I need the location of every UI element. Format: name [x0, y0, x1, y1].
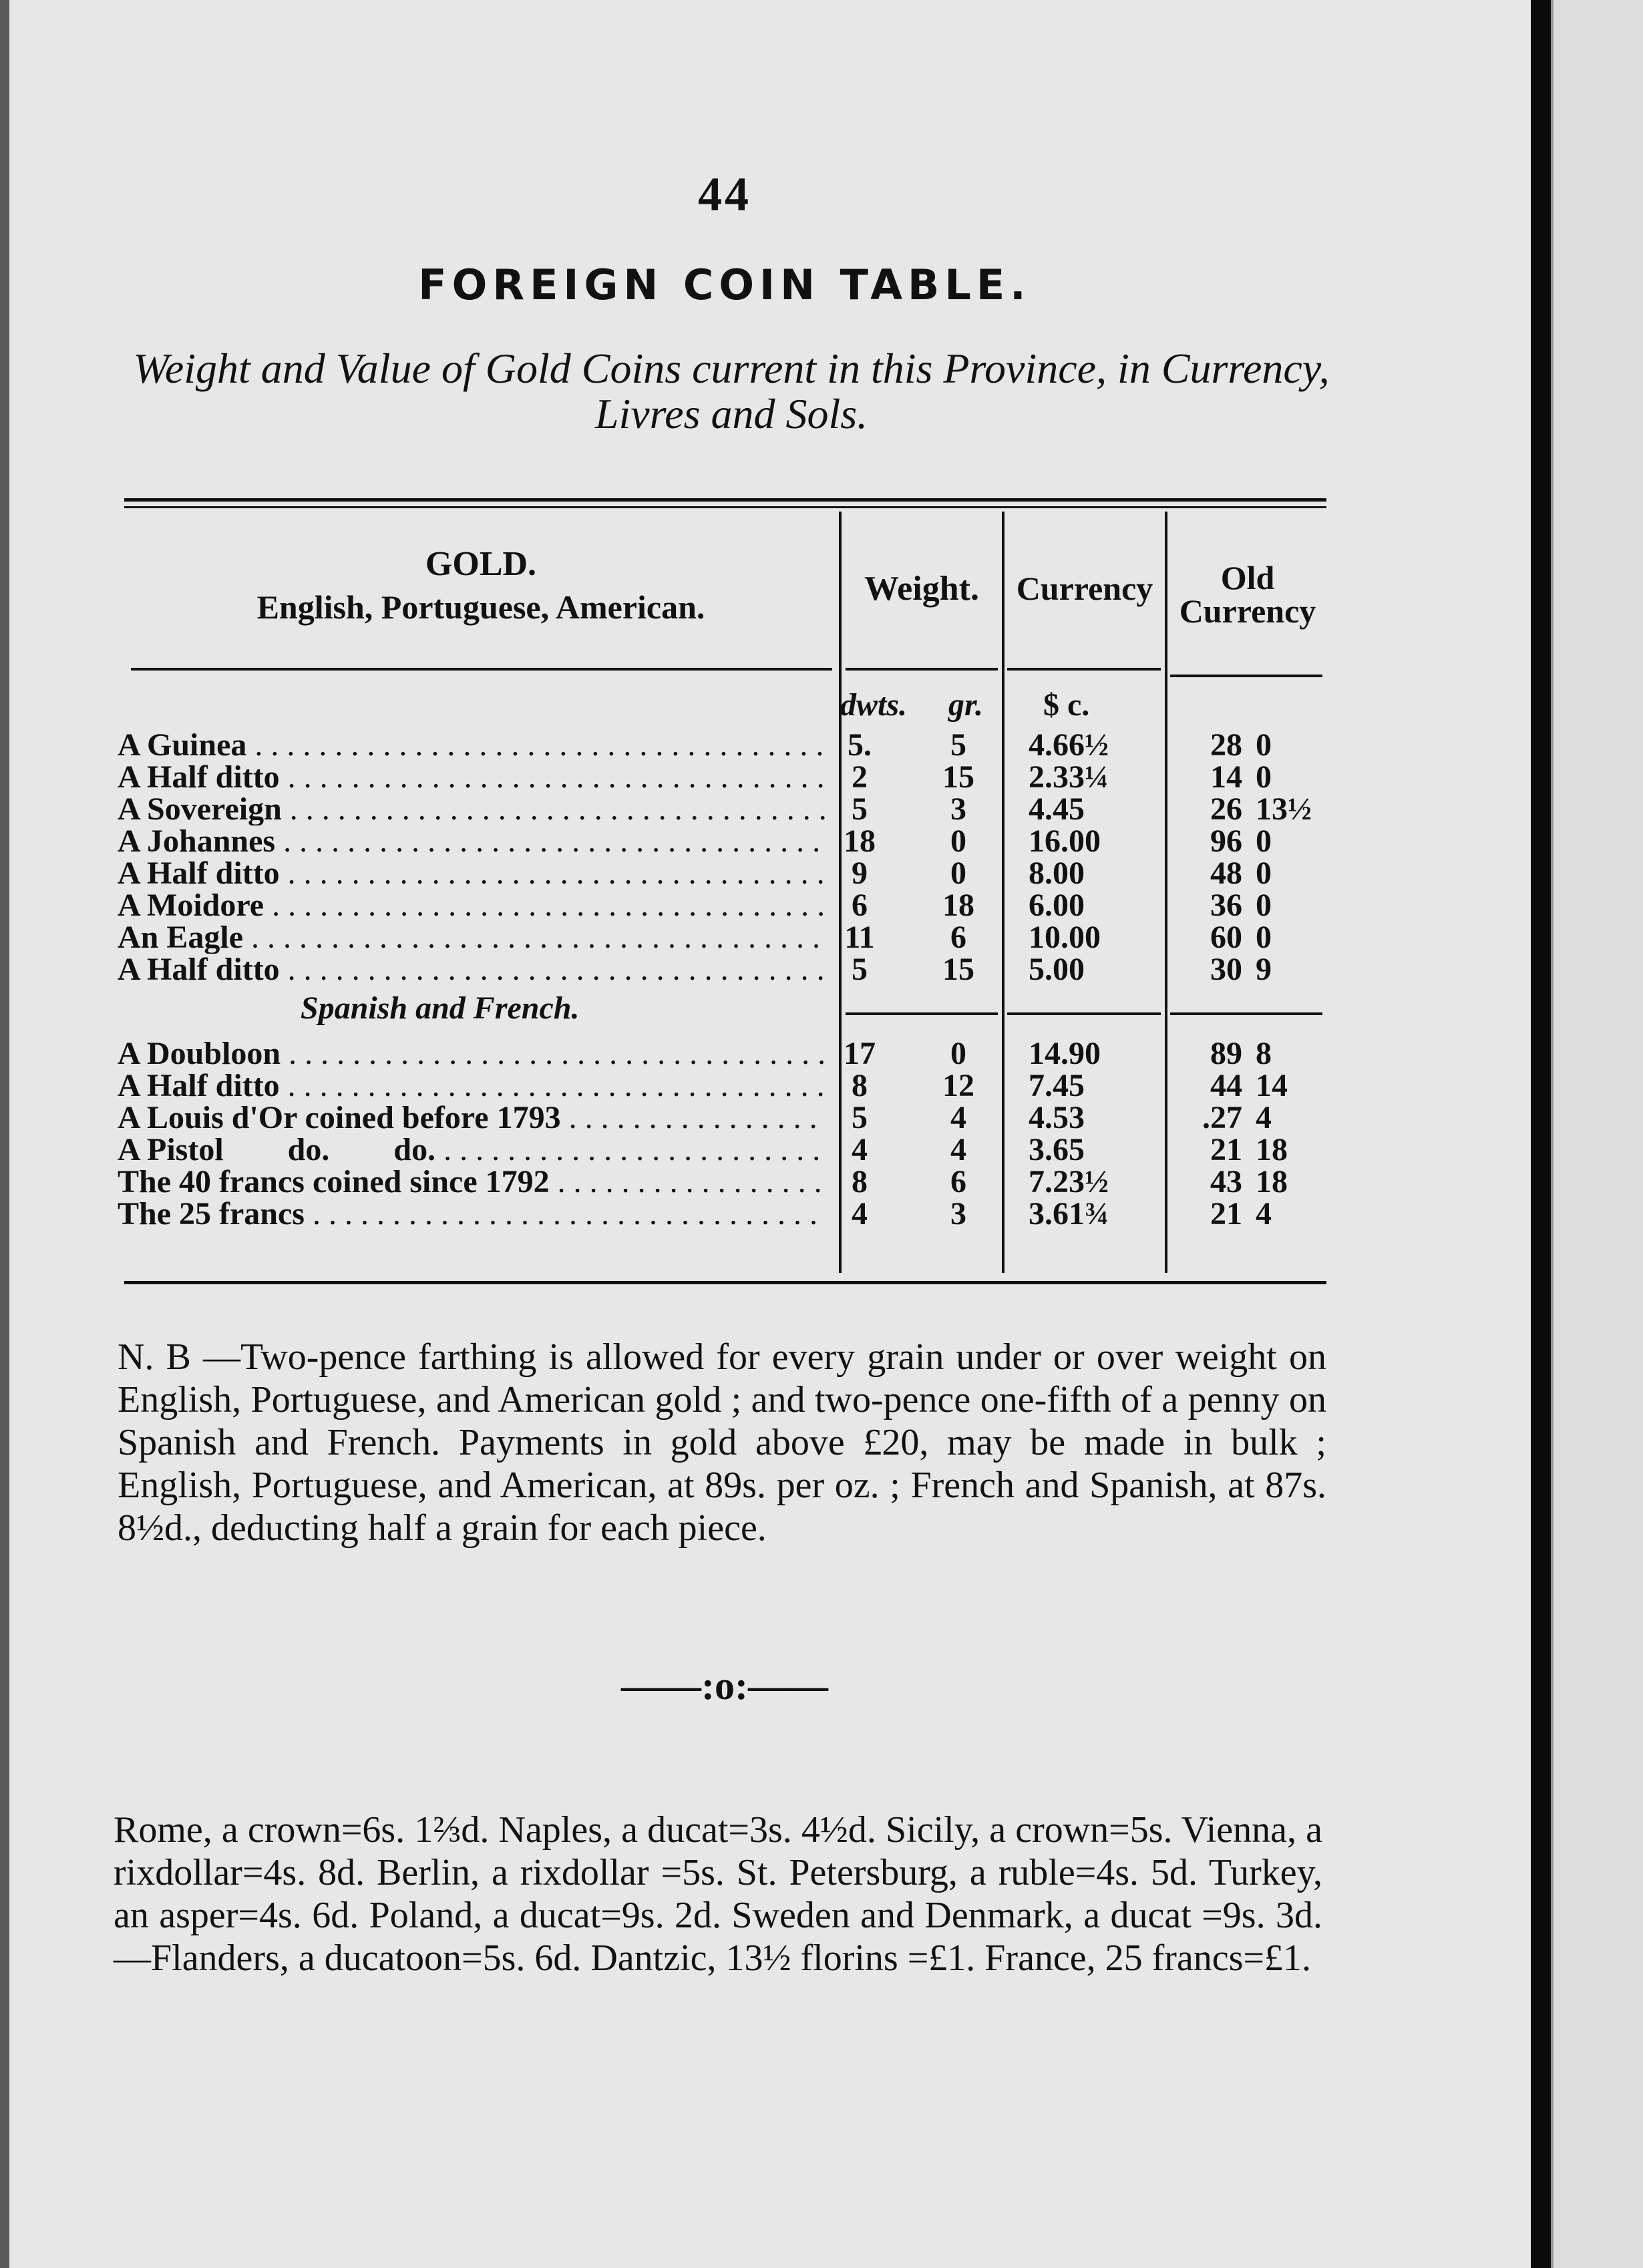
table-row	[0, 1070, 1643, 1102]
page-number: 44	[698, 168, 751, 221]
section-divider: ——:o:——	[621, 1664, 828, 1708]
header-gold: GOLD.	[425, 545, 537, 583]
old-currency-livres: 48	[1210, 856, 1242, 891]
weight-dwts: 5	[852, 791, 868, 827]
unit-grains: gr.	[948, 687, 984, 723]
weight-dwts: 5	[852, 952, 868, 987]
weight-grains: 6	[950, 1164, 966, 1199]
weight-grains: 15	[942, 759, 974, 795]
header-rule-gold	[131, 668, 832, 671]
old-currency-sols: 18	[1256, 1164, 1288, 1199]
weight-dwts: 5	[852, 1100, 868, 1135]
currency-value: 3.61¾	[1029, 1196, 1109, 1232]
old-currency-sols: 0	[1256, 823, 1272, 859]
section-rule-old-currency	[1170, 1012, 1322, 1015]
table-row	[0, 922, 1643, 954]
weight-dwts: 5.	[848, 727, 872, 763]
weight-grains: 3	[950, 1196, 966, 1232]
old-currency-sols: 9	[1256, 952, 1272, 987]
coin-name: A Pistol do. do. . . .	[118, 1134, 826, 1166]
unit-dwts: dwts.	[840, 687, 908, 723]
section-spanish-french: Spanish and French.	[301, 990, 580, 1026]
currency-value: 4.45	[1029, 791, 1085, 827]
old-currency-sols: 8	[1256, 1036, 1272, 1071]
old-currency-livres: 89	[1210, 1036, 1242, 1071]
header-old-currency-line2: Currency	[1179, 592, 1316, 630]
old-currency-livres: 36	[1210, 888, 1242, 923]
currency-value: 4.53	[1029, 1100, 1085, 1135]
table-row	[0, 825, 1643, 858]
table-row	[0, 1198, 1643, 1230]
header-rule-currency	[1007, 668, 1161, 671]
old-currency-livres: 28	[1210, 727, 1242, 763]
currency-value: 7.23½	[1029, 1164, 1109, 1199]
weight-grains: 0	[950, 856, 966, 891]
old-currency-sols: 4	[1256, 1100, 1272, 1135]
table-bottom-rule	[124, 1281, 1326, 1284]
currency-value: 2.33¼	[1029, 759, 1109, 795]
header-rule-old-currency	[1170, 675, 1322, 677]
coin-name: A Half ditto . . .	[118, 858, 826, 890]
currency-value: 14.90	[1029, 1036, 1101, 1071]
coin-name: A Half ditto . . .	[118, 1070, 826, 1102]
weight-dwts: 6	[852, 888, 868, 923]
table-row	[0, 1038, 1643, 1070]
coin-name: A Half ditto . . .	[118, 761, 826, 793]
currency-value: 4.66½	[1029, 727, 1109, 763]
currency-value: 3.65	[1029, 1132, 1085, 1167]
table-row	[0, 1134, 1643, 1166]
coin-name: A Louis d'Or coined before 1793 . . .	[118, 1102, 826, 1134]
coin-name: A Moidore . . .	[118, 890, 826, 922]
header-rule-weight	[846, 668, 998, 671]
weight-dwts: 4	[852, 1132, 868, 1167]
coin-name: An Eagle . . .	[118, 922, 826, 954]
currency-value: 10.00	[1029, 920, 1101, 955]
old-currency-livres: 14	[1210, 759, 1242, 795]
page-title: FOREIGN COIN TABLE.	[418, 260, 1031, 309]
currency-value: 5.00	[1029, 952, 1085, 987]
weight-grains: 6	[950, 920, 966, 955]
weight-dwts: 11	[844, 920, 875, 955]
weight-dwts: 17	[844, 1036, 876, 1071]
old-currency-sols: 18	[1256, 1132, 1288, 1167]
coin-name: A Guinea . . .	[118, 729, 826, 761]
section-rule-currency	[1007, 1012, 1161, 1015]
coin-name: A Doubloon . . .	[118, 1038, 826, 1070]
weight-grains: 4	[950, 1132, 966, 1167]
weight-dwts: 18	[844, 823, 876, 859]
coin-name: The 25 francs . . .	[118, 1198, 826, 1230]
unit-dollars-cents: $ c.	[1043, 687, 1090, 723]
weight-dwts: 9	[852, 856, 868, 891]
exchange-rates-paragraph: Rome, a crown=6s. 1⅔d. Naples, a ducat=3s. 4½d. Sicily, a crown=5s. Vienna, a rixdollar=4s. 8d. Berlin, a rixdollar =5s. St. Petersburg, a ruble=4s. 5d. Turkey, an asper=4s. 6d. Poland, a ducat=9s. 2d. Sweden and Denmark, a ducat =9s. 3d.—Flanders, a ducatoon=5s. 6d. Dantzic, 13½ florins =£1. France, 25 francs=£1.	[114, 1809, 1322, 1979]
header-old-currency-line1: Old	[1220, 559, 1275, 596]
weight-grains: 15	[942, 952, 974, 987]
section-rule-weight	[846, 1012, 998, 1015]
coin-name: The 40 francs coined since 1792 . . .	[118, 1166, 826, 1198]
table-row	[0, 793, 1643, 825]
currency-value: 6.00	[1029, 888, 1085, 923]
table-row	[0, 858, 1643, 890]
old-currency-livres: 96	[1210, 823, 1242, 859]
nota-bene-paragraph: N. B —Two-pence farthing is allowed for every grain under or over weight on English, Portuguese, and American gold ; and two-pence one-fifth of a penny on Spanish and French. Payments in gold above £20, may be made in bulk ; English, Portuguese, and American, at 89s. per oz. ; French and Spanish, at 87s. 8½d., deducting half a grain for each piece.	[118, 1336, 1326, 1549]
header-gold-origins: English, Portuguese, American.	[256, 588, 705, 626]
weight-grains: 5	[950, 727, 966, 763]
old-currency-sols: 0	[1256, 888, 1272, 923]
table-row	[0, 890, 1643, 922]
page-subtitle: Weight and Value of Gold Coins current in this Province, in Currency, Livres and Sols.	[133, 345, 1330, 437]
table-top-rule-2	[124, 506, 1326, 508]
old-currency-livres: 21	[1210, 1132, 1242, 1167]
old-currency-livres: 26	[1210, 791, 1242, 827]
old-currency-sols: 4	[1256, 1196, 1272, 1232]
old-currency-sols: 14	[1256, 1068, 1288, 1103]
header-currency: Currency	[1016, 570, 1153, 607]
coin-name: A Johannes . . .	[118, 825, 826, 858]
weight-grains: 0	[950, 823, 966, 859]
weight-grains: 0	[950, 1036, 966, 1071]
weight-grains: 4	[950, 1100, 966, 1135]
old-currency-sols: 0	[1256, 759, 1272, 795]
old-currency-livres: 43	[1210, 1164, 1242, 1199]
old-currency-sols: 0	[1256, 727, 1272, 763]
old-currency-livres: 60	[1210, 920, 1242, 955]
weight-dwts: 2	[852, 759, 868, 795]
old-currency-sols: 0	[1256, 856, 1272, 891]
old-currency-livres: 44	[1210, 1068, 1242, 1103]
currency-value: 16.00	[1029, 823, 1101, 859]
old-currency-livres: 21	[1210, 1196, 1242, 1232]
header-weight: Weight.	[864, 570, 979, 608]
table-row	[0, 1102, 1643, 1134]
weight-dwts: 4	[852, 1196, 868, 1232]
table-row	[0, 729, 1643, 761]
old-currency-sols: 0	[1256, 920, 1272, 955]
weight-dwts: 8	[852, 1068, 868, 1103]
currency-value: 8.00	[1029, 856, 1085, 891]
currency-value: 7.45	[1029, 1068, 1085, 1103]
coin-name: A Sovereign . . .	[118, 793, 826, 825]
header-old-currency	[1167, 561, 1328, 628]
old-currency-sols: 13½	[1256, 791, 1312, 827]
table-row	[0, 761, 1643, 793]
old-currency-livres: .27	[1202, 1100, 1242, 1135]
table-row	[0, 1166, 1643, 1198]
table-top-rule-1	[124, 498, 1326, 502]
coin-name: A Half ditto . . .	[118, 954, 826, 986]
weight-grains: 18	[942, 888, 974, 923]
weight-grains: 3	[950, 791, 966, 827]
table-row	[0, 954, 1643, 986]
weight-grains: 12	[942, 1068, 974, 1103]
old-currency-livres: 30	[1210, 952, 1242, 987]
weight-dwts: 8	[852, 1164, 868, 1199]
